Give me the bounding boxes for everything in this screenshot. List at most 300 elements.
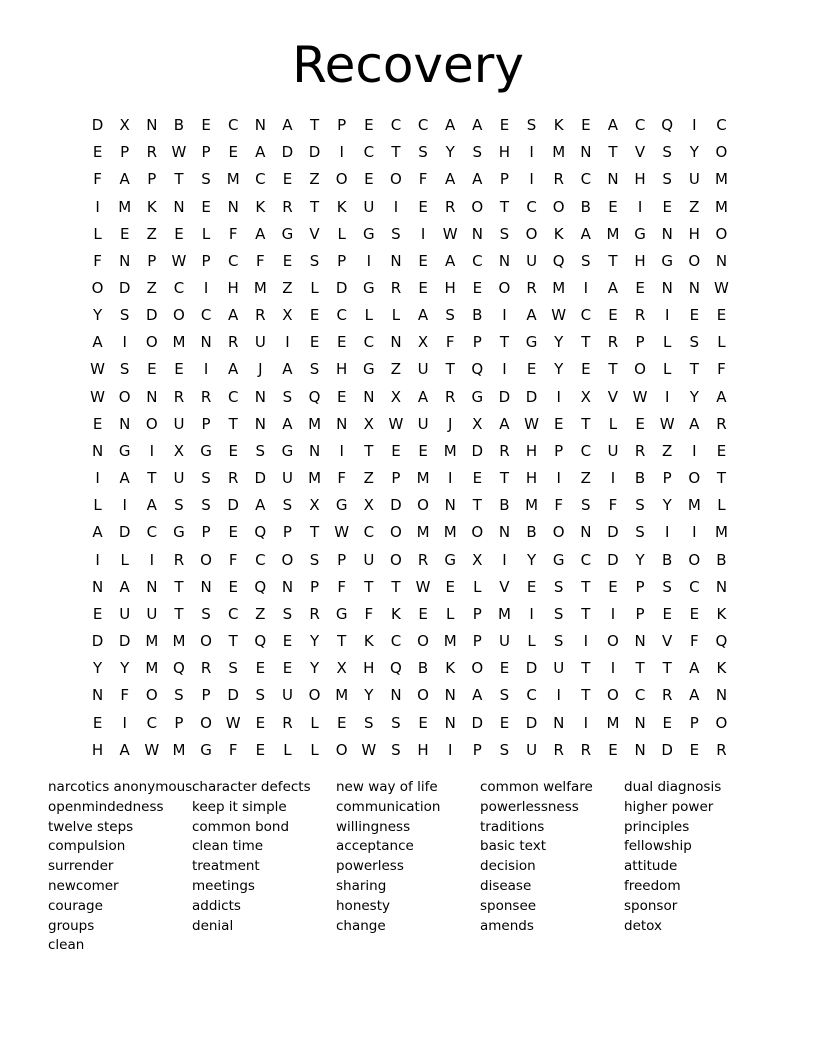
grid-letter: N [390, 251, 402, 270]
grid-letter: P [472, 632, 482, 651]
grid-letter: S [472, 143, 483, 162]
grid-letter: E [228, 577, 238, 596]
grid-letter: P [337, 550, 347, 569]
grid-letter: F [255, 251, 265, 270]
grid-letter: D [308, 143, 321, 162]
grid-letter: D [661, 740, 673, 759]
grid-letter: W [225, 713, 241, 732]
grid-letter: U [498, 632, 510, 651]
grid-letter: M [552, 143, 566, 162]
grid-letter: A [607, 279, 619, 298]
grid-row [84, 682, 735, 709]
grid-letter: G [281, 224, 294, 243]
grid-letter: W [714, 279, 729, 298]
grid-letter: A [499, 414, 510, 433]
grid-letter: I [556, 387, 561, 406]
grid-letter: N [553, 713, 565, 732]
grid-letter: V [662, 632, 673, 651]
word-column [336, 778, 480, 956]
grid-letter: E [282, 170, 293, 189]
grid-letter: N [607, 170, 619, 189]
grid-letter: E [309, 306, 320, 325]
grid-letter: L [310, 713, 319, 732]
grid-letter: I [203, 360, 209, 379]
grid-letter: Z [146, 279, 157, 298]
grid-letter: X [390, 387, 402, 406]
grid-letter: O [200, 713, 212, 732]
grid-letter: A [689, 686, 700, 705]
grid-row [84, 329, 735, 356]
grid-row [84, 248, 735, 275]
grid-letter: P [201, 523, 211, 542]
grid-letter: B [526, 523, 537, 542]
word-bank-item: disease [480, 877, 532, 894]
grid-letter: N [200, 577, 212, 596]
grid-letter: S [391, 224, 401, 243]
grid-letter: K [146, 197, 157, 216]
grid-letter: W [442, 224, 458, 243]
grid-letter: S [391, 740, 401, 759]
grid-letter: N [661, 224, 673, 243]
grid-letter: A [445, 170, 456, 189]
grid-letter: S [282, 604, 293, 623]
grid-letter: R [661, 686, 673, 705]
grid-letter: X [173, 441, 185, 460]
grid-letter: F [120, 686, 129, 705]
grid-letter: F [445, 333, 455, 352]
grid-letter: E [391, 441, 401, 460]
grid-letter: D [390, 496, 402, 515]
grid-row [84, 465, 735, 492]
grid-letter: A [119, 170, 130, 189]
grid-letter: K [445, 659, 456, 678]
grid-letter: F [689, 632, 699, 651]
word-bank-item: powerless [336, 858, 404, 875]
grid-letter: O [417, 632, 429, 651]
grid-letter: T [581, 604, 591, 623]
grid-letter: T [716, 469, 727, 488]
grid-letter: F [228, 740, 238, 759]
grid-letter: I [502, 306, 507, 325]
grid-letter: E [608, 740, 618, 759]
grid-letter: I [122, 713, 127, 732]
grid-letter: O [688, 251, 701, 270]
grid-letter: M [308, 414, 322, 433]
grid-letter: O [607, 686, 619, 705]
grid-letter: M [416, 523, 430, 542]
grid-letter: T [581, 577, 591, 596]
grid-letter: E [255, 659, 266, 678]
grid-letter: E [418, 604, 428, 623]
grid-letter: M [226, 170, 240, 189]
grid-letter: Z [146, 224, 157, 243]
grid-letter: O [173, 306, 185, 325]
grid-letter: E [174, 224, 184, 243]
word-bank-item: meetings [192, 877, 255, 894]
grid-letter: M [145, 659, 159, 678]
grid-row [84, 737, 735, 764]
grid-letter: X [309, 496, 320, 515]
grid-letter: E [255, 713, 266, 732]
grid-letter: T [445, 360, 455, 379]
grid-letter: Q [254, 632, 267, 651]
grid-row [84, 112, 735, 139]
grid-letter: W [90, 387, 105, 406]
grid-letter: N [715, 686, 728, 705]
grid-letter: T [608, 143, 618, 162]
grid-letter: Z [390, 360, 402, 379]
grid-letter: P [391, 469, 401, 488]
grid-letter: R [173, 387, 185, 406]
grid-letter: O [390, 170, 402, 189]
grid-letter: Z [309, 170, 320, 189]
grid-letter: E [526, 360, 537, 379]
grid-letter: P [635, 604, 645, 623]
grid-letter: C [689, 577, 700, 596]
grid-letter: P [472, 333, 482, 352]
grid-letter: B [173, 116, 185, 135]
grid-letter: P [120, 143, 130, 162]
grid-letter: S [201, 604, 211, 623]
grid-letter: E [608, 577, 618, 596]
grid-letter: Y [92, 659, 103, 678]
word-bank-item: sharing [336, 877, 387, 894]
grid-letter: I [285, 333, 290, 352]
grid-letter: E [716, 306, 727, 325]
grid-letter: C [634, 116, 646, 135]
grid-letter: O [552, 523, 565, 542]
grid-letter: N [146, 387, 158, 406]
grid-letter: R [146, 143, 158, 162]
grid-letter: S [119, 306, 130, 325]
grid-letter: K [255, 197, 266, 216]
grid-letter: O [145, 686, 158, 705]
grid-letter: I [556, 686, 561, 705]
grid-letter: O [91, 279, 104, 298]
grid-letter: F [364, 604, 374, 623]
grid-letter: D [335, 279, 348, 298]
grid-letter: H [634, 170, 646, 189]
grid-letter: D [118, 523, 131, 542]
grid-letter: E [282, 632, 293, 651]
grid-letter: I [692, 523, 697, 542]
grid-letter: G [200, 441, 212, 460]
word-bank-item: surrender [48, 858, 114, 875]
word-bank-item: change [336, 917, 386, 934]
grid-letter: O [471, 659, 484, 678]
grid-letter: E [174, 360, 184, 379]
grid-letter: A [146, 496, 157, 515]
grid-letter: N [634, 740, 646, 759]
grid-letter: E [92, 713, 103, 732]
word-bank-item: courage [48, 897, 103, 914]
grid-letter: L [663, 333, 672, 352]
grid-letter: E [472, 279, 483, 298]
grid-letter: D [281, 143, 294, 162]
grid-letter: A [255, 224, 266, 243]
grid-letter: T [391, 577, 401, 596]
grid-letter: U [526, 251, 538, 270]
grid-letter: N [308, 441, 321, 460]
grid-letter: I [203, 279, 209, 298]
grid-letter: T [391, 143, 401, 162]
grid-letter: M [525, 496, 539, 515]
grid-row [84, 411, 735, 438]
grid-letter: E [608, 306, 618, 325]
grid-letter: Y [635, 550, 645, 569]
grid-letter: E [309, 333, 320, 352]
grid-letter: C [173, 279, 185, 298]
grid-letter: N [715, 577, 728, 596]
grid-row [84, 628, 735, 655]
grid-letter: I [502, 360, 507, 379]
word-bank-item: willingness [336, 818, 411, 835]
word-bank-item: decision [480, 858, 536, 875]
grid-letter: G [363, 224, 375, 243]
grid-letter: O [281, 550, 294, 569]
grid-letter: A [417, 306, 429, 325]
grid-letter: W [388, 414, 404, 433]
grid-letter: M [606, 713, 620, 732]
grid-letter: N [119, 414, 131, 433]
grid-letter: E [336, 713, 347, 732]
grid-letter: T [228, 632, 238, 651]
grid-letter: B [716, 550, 727, 569]
grid-letter: R [716, 740, 727, 759]
grid-letter: I [637, 197, 643, 216]
grid-letter: X [580, 387, 591, 406]
grid-letter: D [91, 116, 104, 135]
grid-letter: M [714, 197, 728, 216]
grid-letter: O [145, 333, 158, 352]
grid-letter: S [228, 659, 238, 678]
grid-letter: Y [309, 659, 320, 678]
grid-letter: C [634, 686, 646, 705]
grid-row [84, 655, 735, 682]
grid-letter: N [363, 387, 375, 406]
grid-letter: E [282, 659, 293, 678]
grid-letter: E [201, 197, 211, 216]
grid-letter: A [282, 360, 293, 379]
grid-letter: P [635, 333, 645, 352]
grid-letter: Y [554, 360, 564, 379]
grid-row [84, 356, 735, 383]
grid-letter: O [715, 143, 728, 162]
grid-letter: F [228, 550, 238, 569]
grid-letter: P [662, 469, 672, 488]
word-bank-item: traditions [480, 818, 545, 835]
grid-letter: O [607, 632, 619, 651]
grid-letter: I [95, 550, 100, 569]
grid-letter: Z [662, 441, 673, 460]
word-column [48, 778, 192, 956]
grid-letter: R [716, 414, 727, 433]
grid-letter: W [524, 414, 539, 433]
grid-letter: R [173, 550, 185, 569]
grid-letter: X [472, 414, 483, 433]
grid-letter: J [447, 414, 453, 433]
grid-letter: V [607, 387, 619, 406]
word-bank-item: common bond [192, 818, 290, 835]
grid-letter: T [608, 360, 618, 379]
grid-letter: L [337, 224, 346, 243]
grid-letter: L [120, 550, 129, 569]
grid-letter: G [634, 224, 646, 243]
grid-letter: Q [661, 116, 674, 135]
grid-letter: E [418, 713, 428, 732]
grid-letter: T [174, 604, 184, 623]
grid-letter: I [149, 441, 155, 460]
word-bank-item: clean time [192, 838, 264, 855]
grid-letter: E [716, 441, 727, 460]
grid-letter: H [498, 143, 511, 162]
grid-letter: T [581, 659, 591, 678]
word-bank-item: compulsion [48, 838, 126, 855]
grid-letter: P [635, 577, 645, 596]
grid-letter: R [444, 197, 456, 216]
grid-letter: E [499, 659, 510, 678]
grid-letter: I [583, 713, 589, 732]
grid-letter: H [363, 659, 375, 678]
grid-letter: S [201, 170, 211, 189]
grid-letter: M [443, 441, 457, 460]
grid-letter: T [499, 469, 510, 488]
grid-letter: O [118, 387, 131, 406]
grid-letter: Y [309, 632, 320, 651]
grid-letter: L [310, 279, 319, 298]
grid-letter: A [472, 116, 483, 135]
grid-letter: O [390, 523, 402, 542]
grid-letter: C [390, 632, 402, 651]
grid-letter: C [363, 523, 375, 542]
grid-letter: E [336, 333, 347, 352]
grid-letter: N [634, 632, 646, 651]
grid-row [84, 221, 735, 248]
grid-letter: F [228, 224, 238, 243]
grid-letter: G [525, 333, 538, 352]
grid-letter: F [93, 251, 102, 270]
grid-letter: T [581, 414, 591, 433]
grid-letter: T [174, 170, 184, 189]
word-bank-item: fellowship [624, 838, 692, 855]
grid-letter: S [662, 577, 672, 596]
grid-letter: W [90, 360, 105, 379]
grid-letter: Q [173, 659, 185, 678]
grid-letter: G [444, 550, 456, 569]
grid-letter: S [119, 360, 130, 379]
grid-letter: C [580, 441, 592, 460]
grid-letter: S [309, 550, 320, 569]
grid-letter: H [444, 279, 456, 298]
grid-letter: W [659, 414, 675, 433]
grid-letter: E [255, 740, 266, 759]
grid-letter: S [174, 686, 184, 705]
grid-letter: O [471, 197, 484, 216]
grid-letter: C [526, 197, 537, 216]
grid-row [84, 302, 735, 329]
grid-letter: L [391, 306, 401, 325]
grid-letter: M [172, 632, 186, 651]
grid-letter: T [364, 441, 374, 460]
grid-letter: E [336, 387, 347, 406]
grid-letter: U [146, 604, 158, 623]
grid-letter: S [282, 496, 293, 515]
grid-letter: E [499, 116, 510, 135]
grid-row [84, 193, 735, 220]
grid-letter: S [201, 469, 211, 488]
word-bank-item: sponsee [480, 897, 537, 914]
grid-letter: N [173, 197, 185, 216]
grid-letter: W [171, 251, 187, 270]
grid-letter: N [580, 143, 592, 162]
grid-letter: A [228, 360, 239, 379]
grid-letter: M [443, 523, 457, 542]
grid-letter: F [554, 496, 563, 515]
grid-letter: S [364, 713, 374, 732]
grid-letter: M [416, 469, 430, 488]
grid-letter: E [472, 469, 483, 488]
grid-letter: E [201, 116, 211, 135]
grid-letter: B [472, 306, 483, 325]
grid-letter: R [499, 441, 510, 460]
grid-letter: C [227, 387, 239, 406]
grid-row [84, 384, 735, 411]
word-bank-item: openmindedness [48, 798, 164, 815]
grid-letter: T [689, 360, 699, 379]
grid-letter: K [391, 604, 401, 623]
grid-letter: J [258, 360, 263, 379]
grid-letter: D [471, 441, 484, 460]
grid-letter: C [472, 251, 483, 270]
grid-letter: E [282, 251, 293, 270]
grid-letter: H [525, 469, 538, 488]
grid-letter: R [634, 441, 646, 460]
grid-letter: V [499, 577, 510, 596]
grid-letter: N [254, 414, 266, 433]
grid-letter: P [174, 713, 184, 732]
grid-letter: R [526, 279, 537, 298]
grid-letter: E [581, 360, 591, 379]
grid-letter: G [471, 387, 484, 406]
grid-letter: S [255, 441, 266, 460]
grid-letter: A [526, 306, 537, 325]
grid-letter: Y [689, 143, 699, 162]
grid-row [84, 519, 735, 546]
grid-letter: I [556, 469, 561, 488]
grid-letter: N [281, 577, 294, 596]
grid-letter: S [689, 333, 700, 352]
word-bank-item: new way of life [336, 779, 438, 795]
grid-letter: N [227, 197, 239, 216]
grid-letter: E [445, 577, 455, 596]
grid-letter: N [254, 116, 266, 135]
grid-letter: C [146, 523, 158, 542]
grid-row [84, 574, 735, 601]
grid-letter: E [92, 414, 103, 433]
grid-letter: D [498, 387, 511, 406]
grid-letter: A [255, 143, 266, 162]
grid-letter: F [337, 577, 346, 596]
grid-letter: O [471, 523, 484, 542]
grid-letter: I [664, 387, 670, 406]
grid-letter: X [336, 659, 347, 678]
word-bank-item: dual diagnosis [624, 779, 722, 795]
grid-letter: N [91, 686, 104, 705]
grid-letter: I [502, 550, 507, 569]
grid-letter: E [92, 143, 103, 162]
grid-letter: T [337, 632, 347, 651]
grid-letter: M [335, 686, 349, 705]
